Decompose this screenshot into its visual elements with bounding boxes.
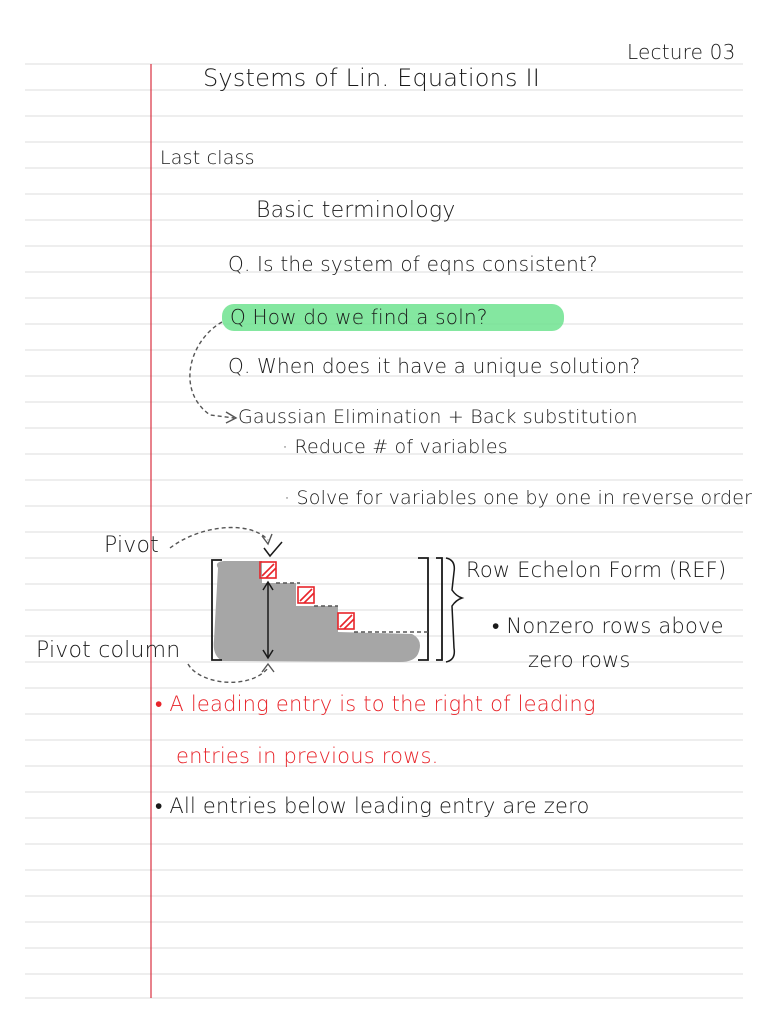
rule-entries-below-zero: • All entries below leading entry are zero	[155, 794, 590, 818]
lecture-label: Lecture 03	[627, 40, 736, 64]
question-find-solution: Q How do we find a soln?	[230, 305, 488, 329]
bullet-solve-reverse: · Solve for variables one by one in reverse order	[284, 487, 753, 509]
zero-rows-text: zero rows	[528, 648, 631, 672]
pivot-column-label: Pivot column	[36, 638, 181, 663]
last-class-heading: Last class	[160, 147, 255, 169]
page-title: Systems of Lin. Equations II	[203, 64, 541, 92]
question-consistent: Q. Is the system of eqns consistent?	[228, 252, 598, 276]
gaussian-elimination-text: Gaussian Elimination + Back substitution	[238, 406, 638, 428]
rule-leading-entry-line2: entries in previous rows.	[176, 744, 439, 768]
question-unique-solution: Q. When does it have a unique solution?	[228, 354, 641, 378]
rule-leading-entry-line1: • A leading entry is to the right of leading	[155, 692, 596, 716]
ref-label: Row Echelon Form (REF)	[466, 558, 727, 582]
basic-terminology-text: Basic terminology	[256, 198, 456, 223]
nonzero-rows-text: • Nonzero rows above	[492, 614, 724, 638]
bullet-reduce-variables: · Reduce # of variables	[282, 436, 508, 458]
pivot-label: Pivot	[104, 533, 160, 558]
